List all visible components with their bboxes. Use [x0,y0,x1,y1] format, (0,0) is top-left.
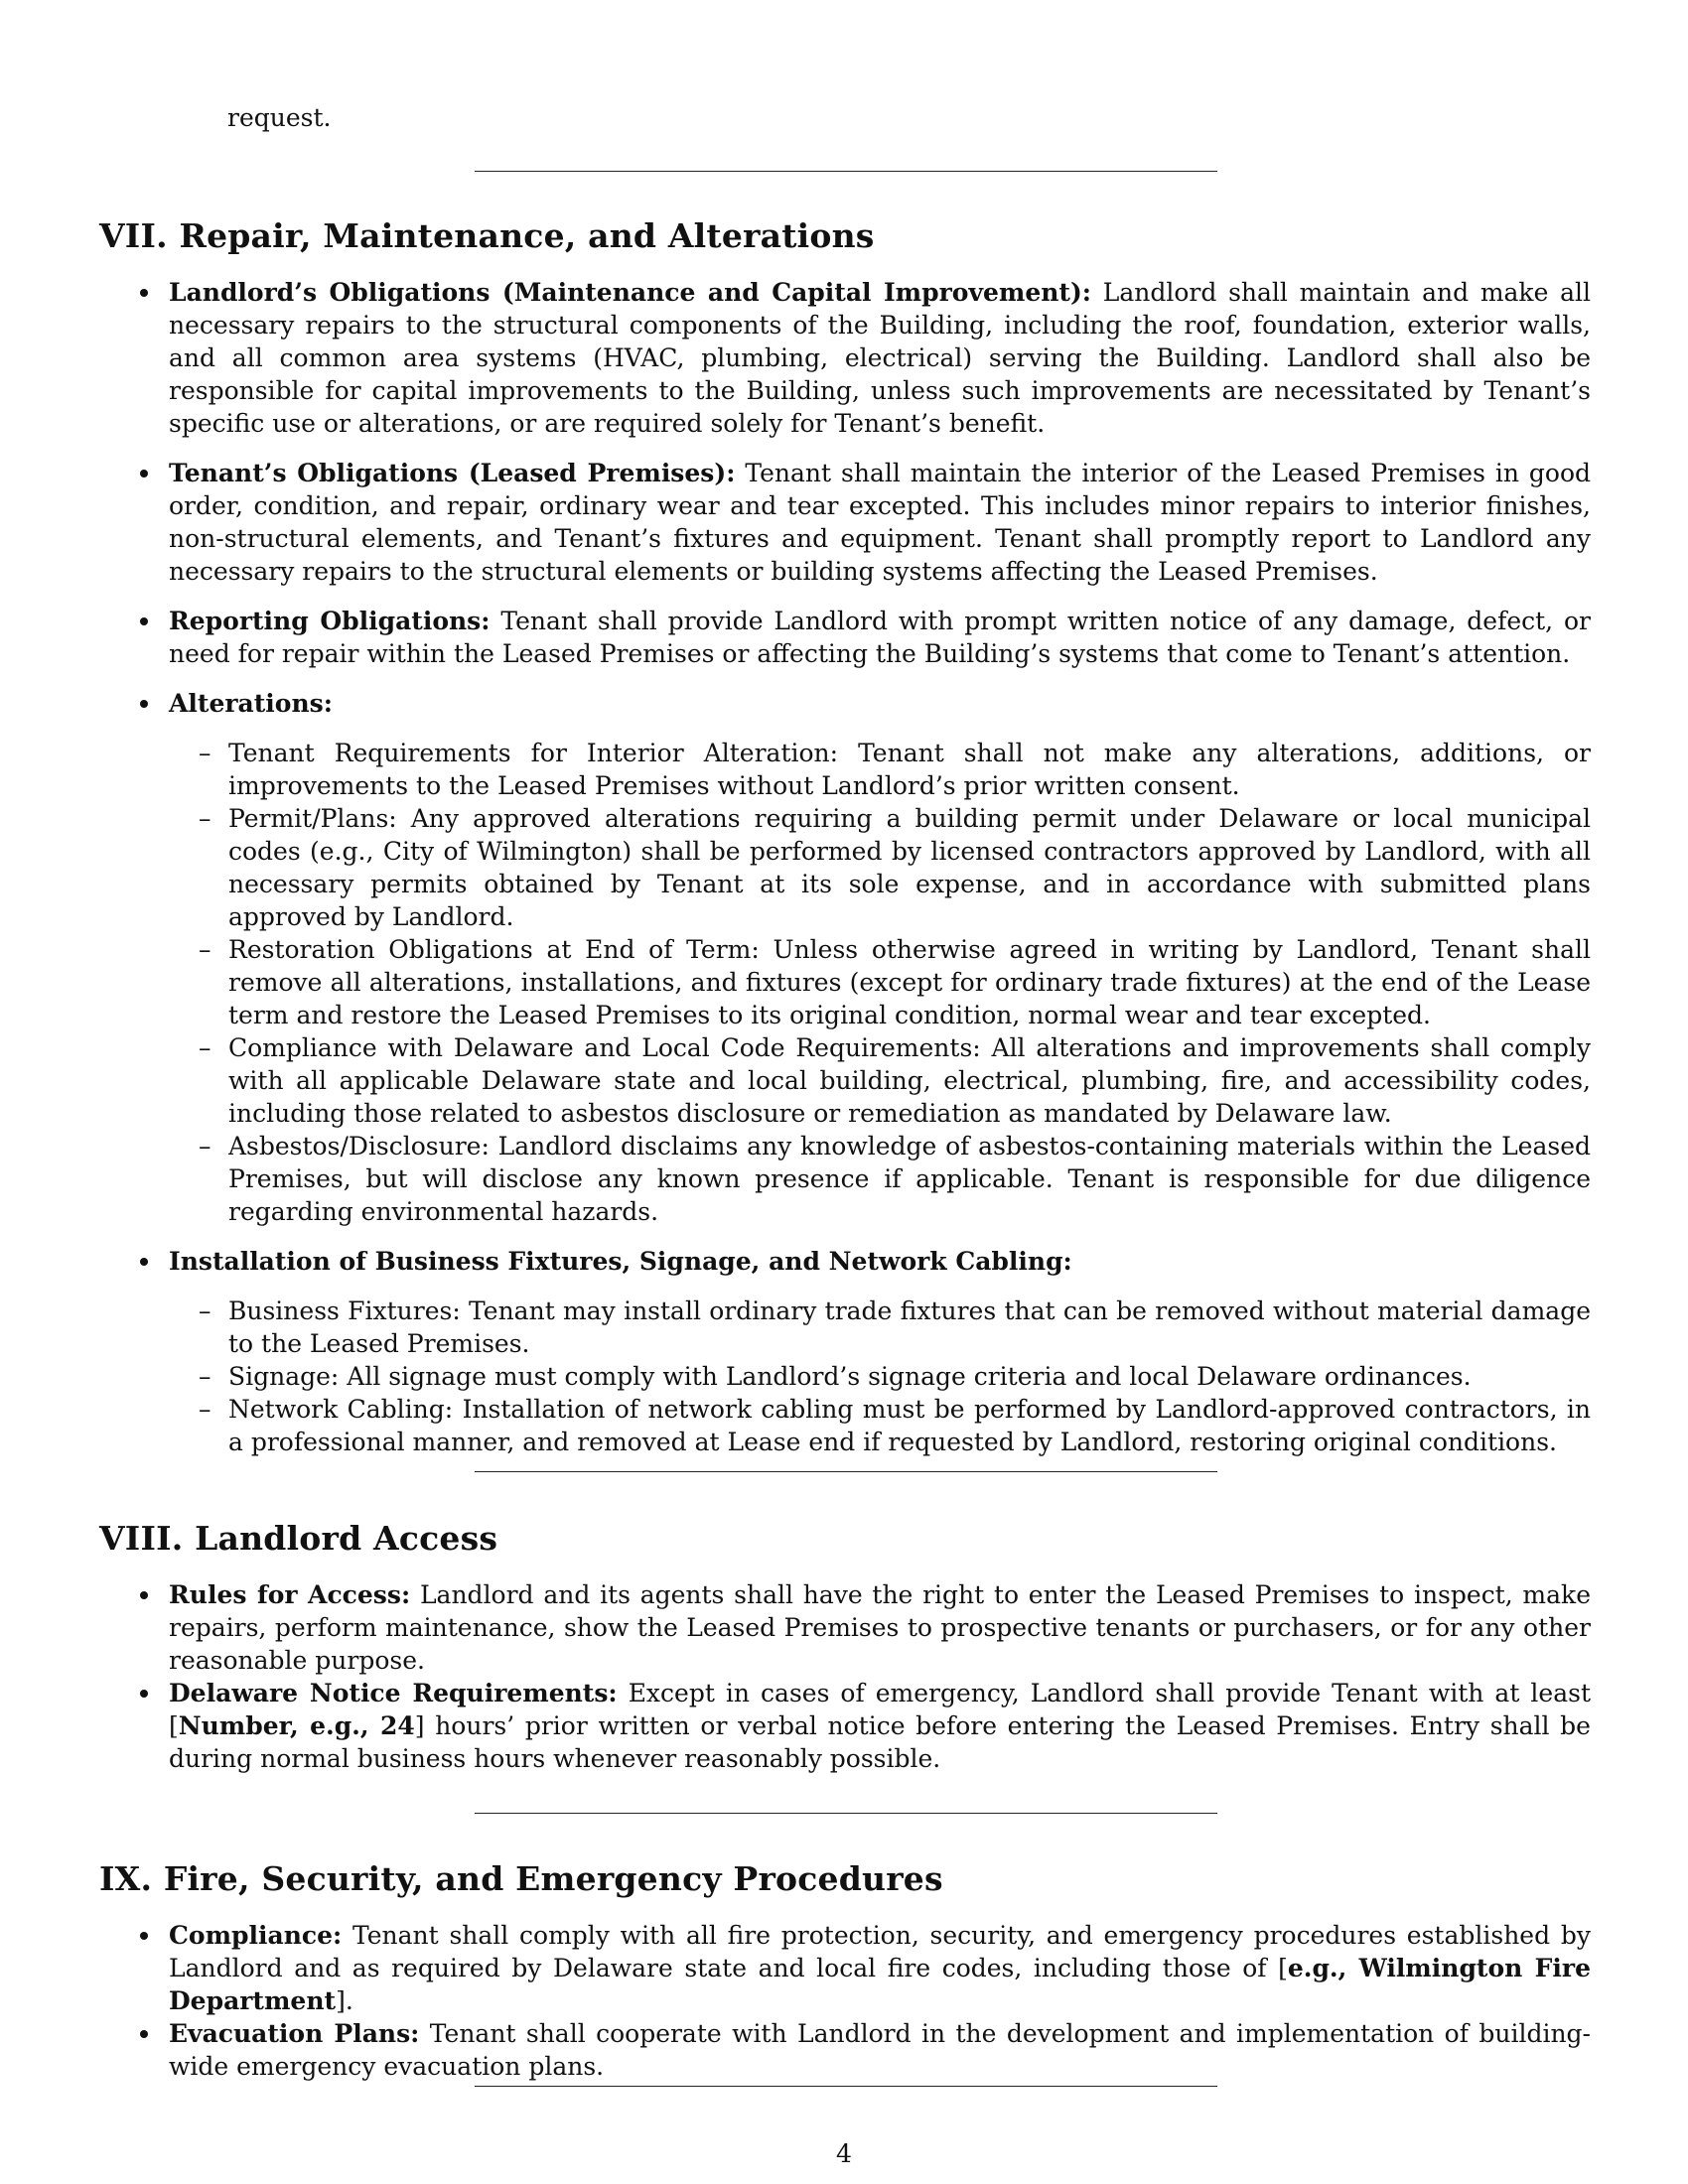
item-label: Reporting Obligations: [169,607,491,635]
list-item-compliance [99,1919,1591,2017]
section-divider [475,1813,1217,1814]
sub-item: – Tenant Requirements for Interior Alteration: Tenant shall not make any alterations, additions, or improvements to the Leased Premises without Landlord’s prior written consent. [169,737,1591,802]
section-title-ix: IX. Fire, Security, and Emergency Procedures [99,1859,943,1898]
item-text: Landlord shall maintain and make all necessary repairs to the structural components of the Building, including the roof, foundation, exterior walls, and all common area systems (HVAC, plumbing, electrical) serving the Building. Landlord shall also be responsible for capital improvements to the Building, unless such improvements are necessitated by Tenant’s specific use or alterations, or are required solely for Tenant’s benefit. [169,278,1591,438]
sub-item: – Asbestos/Disclosure: Landlord disclaims any knowledge of asbestos-containing materials within the Leased Premises, but will disclose any known presence if applicable. Tenant is responsible for due diligence regarding environmental hazards. [169,1130,1591,1228]
placeholder-field: e.g., Wilmington Fire Department [169,1954,1591,2015]
list-item-landlord-obligations [99,276,1591,440]
item-label: Installation of Business Fixtures, Signage, and Network Cabling: [169,1247,1072,1276]
installation-sublist [169,1295,1591,1458]
section-divider [475,1471,1217,1472]
section-viii-list [99,1578,1591,1775]
list-item-notice-requirements [99,1677,1591,1775]
sub-item: – Compliance with Delaware and Local Code Requirements: All alterations and improvements shall comply with all applicable Delaware state and local building, electrical, plumbing, fire, and accessibility codes, including those related to asbestos disclosure or remediation as mandated by Delaware law. [169,1031,1591,1130]
item-label: Landlord’s Obligations (Maintenance and Capital Improvement): [169,278,1092,307]
sub-item: – Signage: All signage must comply with Landlord’s signage criteria and local Delaware ordinances. [169,1360,1591,1393]
item-text: Landlord and its agents shall have the right to enter the Leased Premises to inspect, make repairs, perform maintenance, show the Leased Premises to prospective tenants or purchasers, or for any other reasonable purpose. [169,1580,1591,1675]
continued-text: request. [227,103,332,132]
list-item-tenant-obligations [99,457,1591,588]
page-number: 4 [836,2139,852,2168]
item-text: Tenant shall provide Landlord with prompt written notice of any damage, defect, or need for repair within the Leased Premises or affecting the Building’s systems that come to Tenant’s attention. [169,607,1591,668]
item-label: Tenant’s Obligations (Leased Premises): [169,459,736,487]
item-text: ] hours’ prior written or verbal notice before entering the Leased Premises. Entry shall be during normal business hours whenever reasonably possible. [169,1711,1591,1773]
sub-item: – Permit/Plans: Any approved alterations requiring a building permit under Delaware or local municipal codes (e.g., City of Wilmington) shall be performed by licensed contractors approved by Landlord, with all necessary permits obtained by Tenant at its sole expense, and in accordance with submitted plans approved by Landlord. [169,802,1591,933]
section-title-viii: VIII. Landlord Access [99,1519,498,1558]
list-item-reporting-obligations [99,605,1591,670]
section-vii-list [99,276,1591,1458]
list-item-installation [99,1245,1591,1458]
item-text: Tenant shall comply with all fire protection, security, and emergency procedures established by Landlord and as required by Delaware state and local fire codes, including those of [ [169,1921,1591,1982]
alterations-sublist [169,737,1591,1228]
item-text: Except in cases of emergency, Landlord shall provide Tenant with at least [ [169,1679,1591,1740]
item-text: ]. [336,1986,353,2015]
item-label: Evacuation Plans: [169,2019,420,2048]
item-label: Compliance: [169,1921,343,1950]
sub-item: – Restoration Obligations at End of Term: Unless otherwise agreed in writing by Landlord, Tenant shall remove all alterations, installations, and fixtures (except for ordinary trade fixtures) at the end of the Lease term and restore the Leased Premises to its original condition, normal wear and tear excepted. [169,933,1591,1031]
list-item-alterations [99,687,1591,1228]
section-ix-list [99,1919,1591,2083]
item-label: Alterations: [169,689,333,718]
item-label: Delaware Notice Requirements: [169,1679,618,1707]
item-text: Tenant shall maintain the interior of the Leased Premises in good order, condition, and repair, ordinary wear and tear excepted. This includes minor repairs to interior finishes, non-structural elements, and Tenant’s fixtures and equipment. Tenant shall promptly report to Landlord any necessary repairs to the structural elements or building systems affecting the Leased Premises. [169,459,1591,586]
section-divider [475,2086,1217,2087]
placeholder-field: Number, e.g., 24 [178,1711,415,1740]
section-title-vii: VII. Repair, Maintenance, and Alterations [99,216,875,255]
list-item-rules-for-access [99,1578,1591,1677]
item-text: Tenant shall cooperate with Landlord in the development and implementation of building-wide emergency evacuation plans. [169,2019,1591,2081]
list-item-evacuation-plans [99,2017,1591,2083]
item-label: Rules for Access: [169,1580,411,1609]
section-divider [475,171,1217,172]
sub-item: – Business Fixtures: Tenant may install ordinary trade fixtures that can be removed without material damage to the Leased Premises. [169,1295,1591,1360]
sub-item: – Network Cabling: Installation of network cabling must be performed by Landlord-approved contractors, in a professional manner, and removed at Lease end if requested by Landlord, restoring original conditions. [169,1393,1591,1458]
